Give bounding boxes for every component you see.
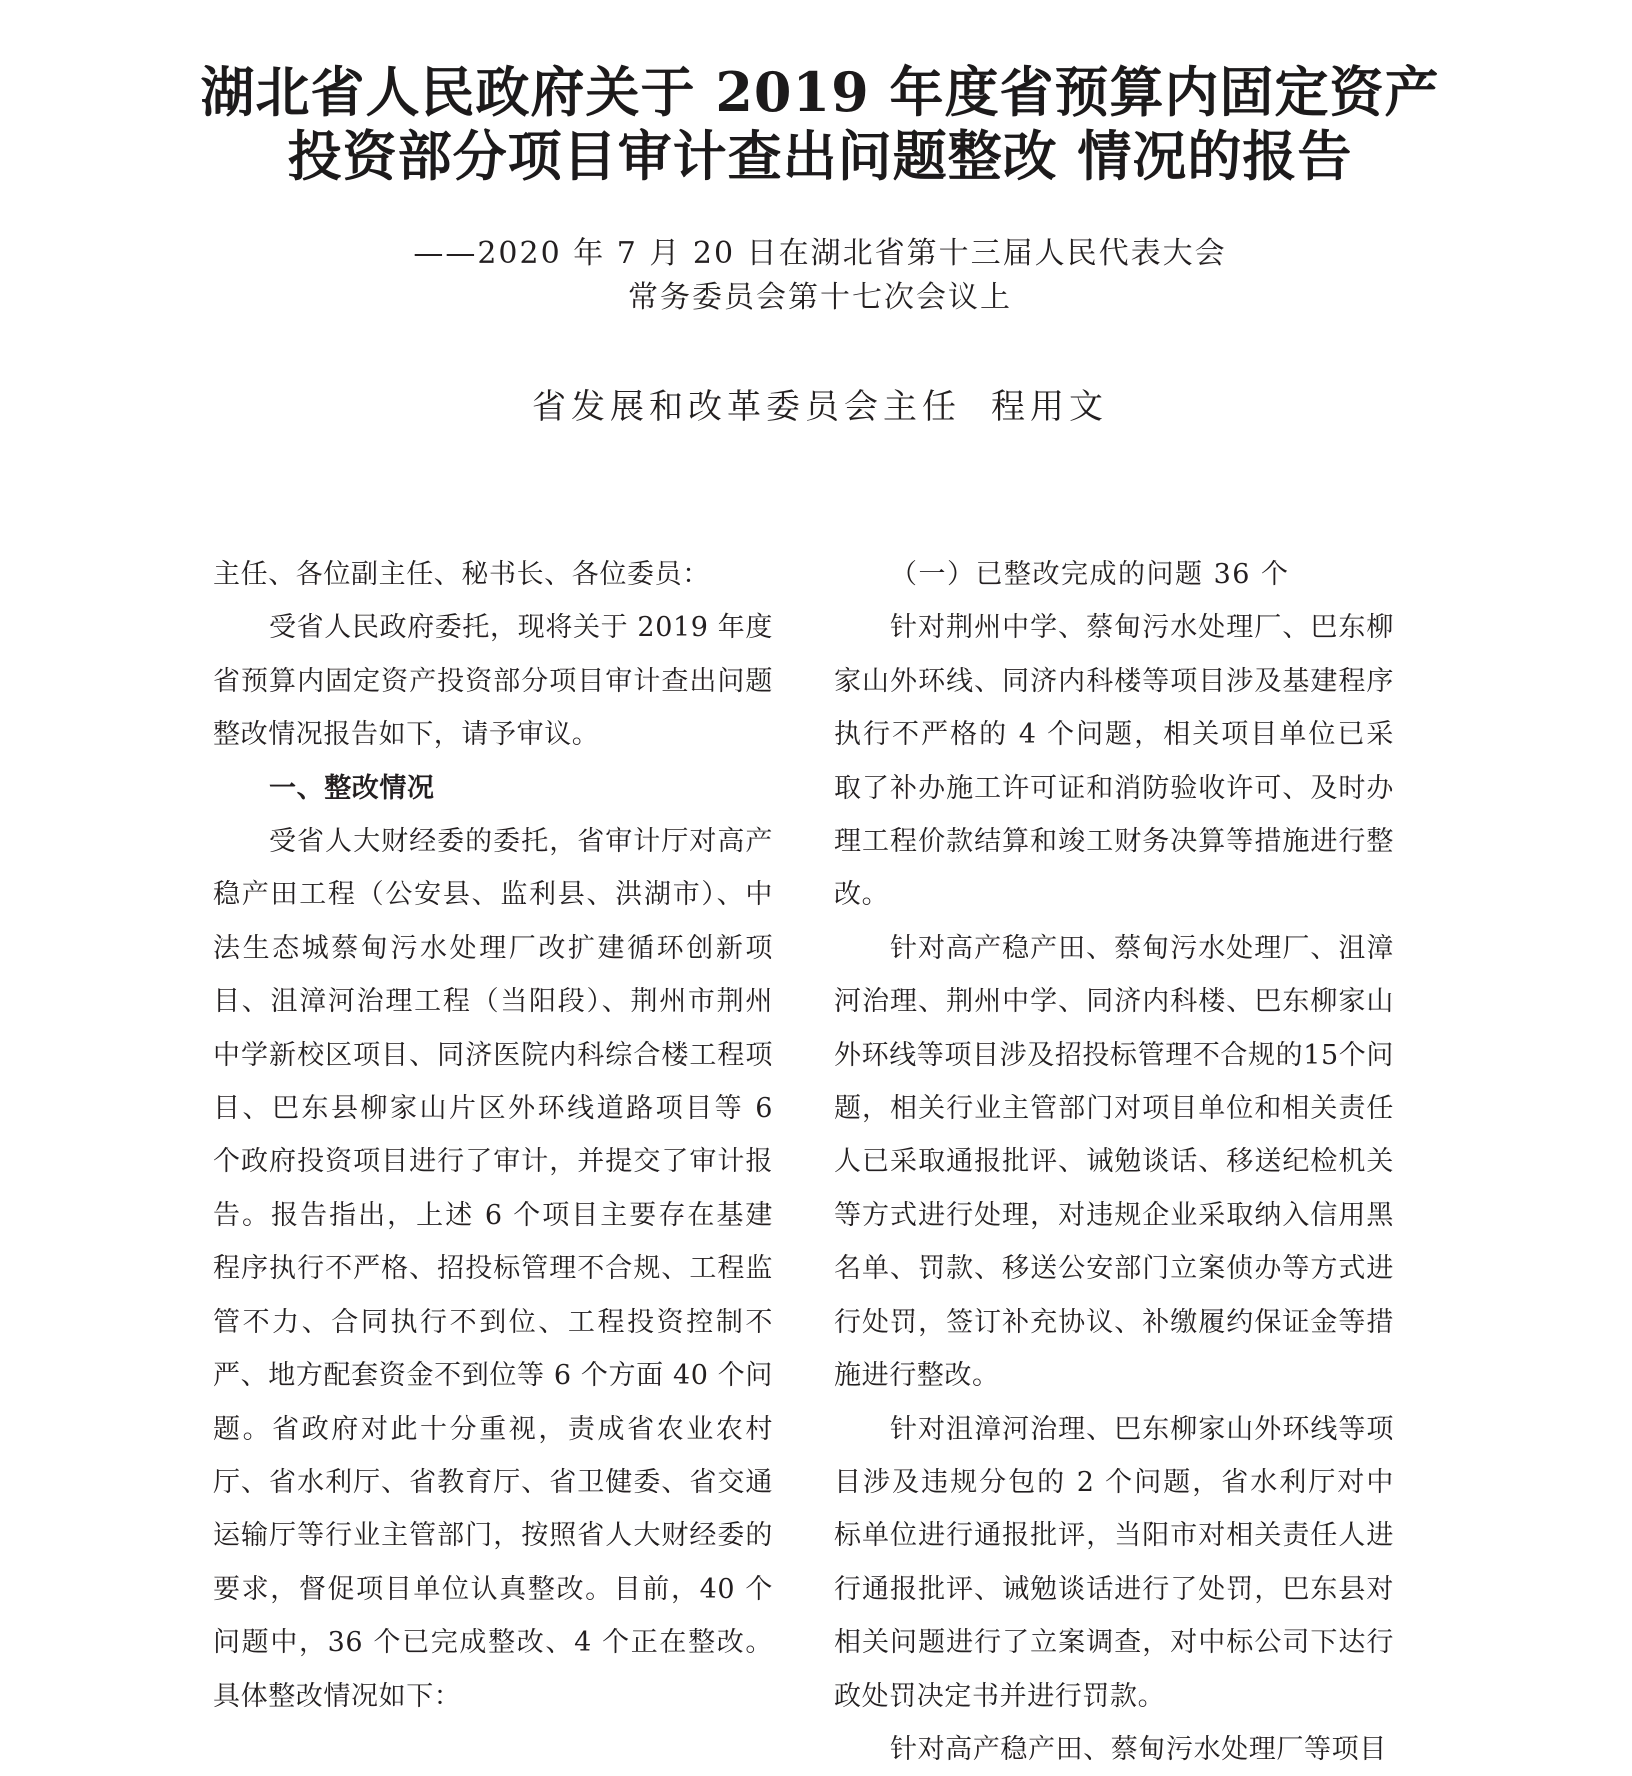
author-line: [300, 384, 1340, 430]
section-heading: 一、整改情况: [269, 772, 435, 804]
intro-paragraph: 受省人民政府委托，现将关于 2019 年度省预算内固定资产投资部分项目审计查出问题整改情况报告如下，请予审议。: [213, 612, 773, 751]
subtitle-line-2: 常务委员会第十七次会议上: [628, 280, 1012, 315]
subsection-heading: （一）已整改完成的问题 36 个: [890, 559, 1290, 590]
right-column: [834, 548, 1394, 1776]
paragraph-1: 针对荆州中学、蔡甸污水处理厂、巴东柳家山外环线、同济内科楼等项目涉及基建程序执行不严格的 4 个问题，相关项目单位已采取了补办施工许可证和消防验收许可、及时办理工程价款结算和竣工财务决算等措施进行整改。: [834, 612, 1394, 911]
author-name: 程用文: [991, 387, 1108, 427]
title-line-1: 湖北省人民政府关于 2019 年度省预算内固定资产: [200, 60, 1440, 124]
section-body-paragraph: 受省人大财经委的委托，省审计厅对高产稳产田工程（公安县、监利县、洪湖市）、中法生态城蔡甸污水处理厂改扩建循环创新项目、沮漳河治理工程（当阳段）、荆州市荆州中学新校区项目、同济医院内科综合楼工程项目、巴东县柳家山片区外环线道路项目等 6 个政府投资项目进行了审计，并提交了审计报告。报告指出，上述 6 个项目主要存在基建程序执行不严格、招投标管理不合规、工程监管不力、合同执行不到位、工程投资控制不严、地方配套资金不到位等 6 个方面 40 个问题。省政府对此十分重视，责成省农业农村厅、省水利厅、省教育厅、省卫健委、省交通运输厅等行业主管部门，按照省人大财经委的要求，督促项目单位认真整改。目前，40 个问题中，36 个已完成整改、4 个正在整改。具体整改情况如下：: [213, 826, 773, 1712]
report-subtitle: [300, 232, 1340, 320]
paragraph-3: 针对沮漳河治理、巴东柳家山外环线等项目涉及违规分包的 2 个问题，省水利厅对中标单位进行通报批评，当阳市对相关责任人进行通报批评、诫勉谈话进行了处罚，巴东县对相关问题进行了立案调查，对中标公司下达行政处罚决定书并进行罚款。: [834, 1413, 1394, 1712]
paragraph-2: 针对高产稳产田、蔡甸污水处理厂、沮漳河治理、荆州中学、同济内科楼、巴东柳家山外环线等项目涉及招投标管理不合规的15个问题，相关行业主管部门对项目单位和相关责任人已采取通报批评、诫勉谈话、移送纪检机关等方式进行处理，对违规企业采取纳入信用黑名单、罚款、移送公安部门立案侦办等方式进行处罚，签订补充协议、补缴履约保证金等措施进行整改。: [834, 932, 1394, 1392]
paragraph-4: 针对高产稳产田、蔡甸污水处理厂等项目: [890, 1733, 1387, 1765]
author-position: 省发展和改革委员会主任: [532, 387, 961, 427]
subtitle-line-1: ——2020 年 7 月 20 日在湖北省第十三届人民代表大会: [413, 236, 1227, 271]
left-column: [213, 548, 773, 1723]
title-line-2: 投资部分项目审计查出问题整改 情况的报告: [287, 124, 1353, 188]
salutation: 主任、各位副主任、秘书长、各位委员：: [213, 559, 710, 590]
report-title: [170, 60, 1470, 188]
